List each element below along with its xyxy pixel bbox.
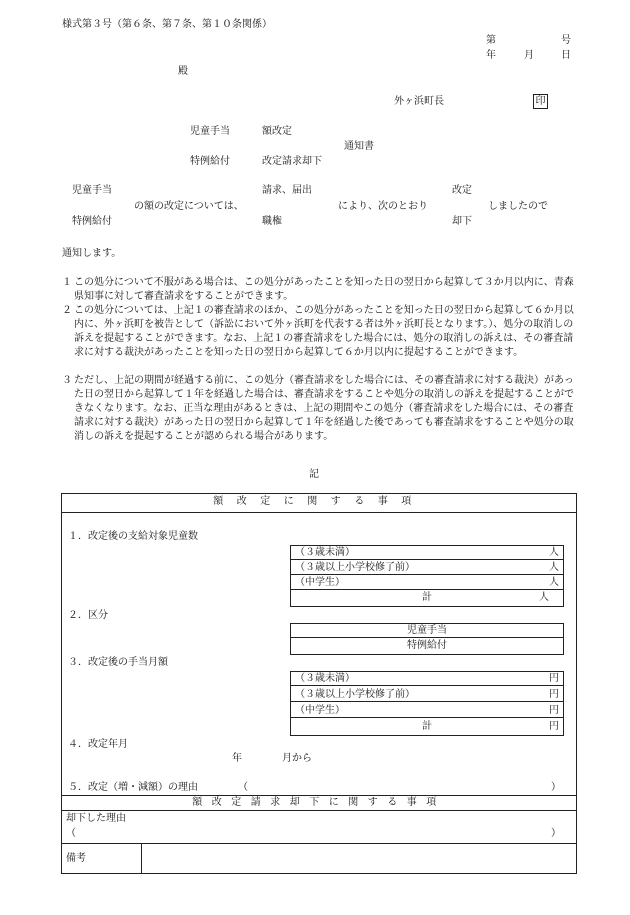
title-notice: 通知書 [344, 141, 374, 152]
rejection-reason-label: 却下した理由 [66, 813, 126, 824]
item-monthly-amount-label: ３．改定後の手当月額 [68, 657, 168, 668]
row-label: （中学生） [295, 705, 345, 716]
note-1 [62, 276, 576, 304]
title-option-special-benefit: 特例給付 [190, 156, 230, 167]
body-option-reject: 却下 [452, 216, 472, 227]
body-text-3: しましたので [488, 201, 548, 212]
rejection-close-paren: ） [551, 828, 561, 839]
row-unit: 人 [549, 547, 559, 558]
body-text-2: により、次のとおり [338, 201, 428, 212]
row-unit: 人 [549, 562, 559, 573]
category-row [291, 624, 563, 638]
note-3 [62, 374, 576, 444]
item-children-count-label: １．改定後の支給対象児童数 [68, 531, 198, 542]
item-revision-reason-label: ５．改定（増・減額）の理由 [68, 782, 198, 793]
row-label: 特例給付 [407, 640, 447, 651]
date-month: 月 [524, 50, 534, 61]
body-option-special-benefit: 特例給付 [72, 216, 112, 227]
appeal-notes [62, 276, 576, 444]
title-option-rejection: 改定請求却下 [262, 156, 322, 167]
note-text: この処分については、上記１の審査請求のほか、この処分があったことを知った日の翌日から起算して６か月以内に、外ヶ浜町を被告として（訴訟において外ヶ浜町を代表する者は外ヶ浜町長となります。）、処分の取消しの訴えを提起することができます。なお、上記１の審査請求をした場合には、処分の取消しの訴えは、その審査請求に対する裁決があったことを知った日の翌日から起算して６か月以内に提起することができます。 [74, 305, 574, 358]
category-box [290, 623, 564, 655]
row-label: （中学生） [295, 577, 345, 588]
body-option-authority: 職権 [262, 216, 282, 227]
body-text-1: の額の改定については、 [134, 201, 244, 212]
addressee-suffix: 殿 [178, 66, 188, 77]
item-category-label: ２．区分 [68, 610, 108, 621]
issuer-name: 外ヶ浜町長 [394, 96, 444, 107]
title-option-revision: 額改定 [262, 126, 292, 137]
row-label: 計 [422, 721, 432, 732]
date-day: 日 [561, 50, 571, 61]
row-unit: 円 [549, 689, 559, 700]
date-year: 年 [486, 50, 496, 61]
seal-mark: 印 [533, 94, 548, 109]
row-label: 児童手当 [407, 625, 447, 636]
body-option-revise: 改定 [452, 185, 472, 196]
row-unit: 人 [549, 577, 559, 588]
amount-row [291, 704, 563, 718]
row-label: 計 [422, 592, 432, 603]
form-number: 様式第３号（第６条、第７条、第１０条関係） [62, 19, 272, 30]
note-number: １ [62, 277, 72, 288]
note-2 [62, 304, 576, 374]
body-text-4: 通知します。 [62, 248, 122, 259]
children-row [291, 576, 563, 590]
children-count-box [290, 545, 564, 607]
reason-close-paren: ） [551, 782, 561, 793]
section-header-rejection: 額改定請求却下に関する事項 [192, 797, 446, 808]
amount-row [291, 672, 563, 686]
body-option-request: 請求、届出 [262, 185, 312, 196]
section-header-revision: 額改定に関する事項 [213, 496, 425, 507]
row-label: （３歳未満） [295, 673, 355, 684]
note-number: ３ [62, 375, 72, 386]
amount-row [291, 688, 563, 702]
revision-year-unit: 年 [232, 753, 242, 764]
revision-month-unit: 月から [282, 753, 312, 764]
rejection-open-paren: （ [66, 828, 76, 839]
children-total-row [291, 591, 563, 604]
children-row [291, 546, 563, 560]
row-label: （３歳以上小学校修了前） [295, 689, 415, 700]
title-option-child-allowance: 児童手当 [190, 126, 230, 137]
row-label: （３歳未満） [295, 547, 355, 558]
row-unit: 円 [549, 673, 559, 684]
remarks-label: 備考 [66, 853, 86, 864]
row-unit: 人 [539, 592, 549, 603]
reason-open-paren: （ [238, 782, 248, 793]
category-row [291, 639, 563, 652]
item-revision-date-label: ４．改定年月 [68, 739, 128, 750]
note-text: この処分について不服がある場合は、この処分があったことを知った日の翌日から起算して３か月以内に、青森県知事に対して審査請求をすることができます。 [74, 277, 574, 302]
row-label: （３歳以上小学校修了前） [295, 562, 415, 573]
note-number: ２ [62, 305, 72, 316]
body-option-child-allowance: 児童手当 [72, 185, 112, 196]
row-unit: 円 [549, 705, 559, 716]
children-row [291, 561, 563, 575]
doc-number-suffix: 号 [561, 35, 571, 46]
doc-number-prefix: 第 [486, 35, 496, 46]
monthly-amount-box [290, 671, 564, 736]
note-text: ただし、上記の期間が経過する前に、この処分（審査請求をした場合には、その審査請求に対する裁決）があった日の翌日から起算して１年を経過した場合は、審査請求をすることや処分の取消しの訴えを提起することができなくなります。なお、正当な理由があるときは、上記の期間やこの処分（審査請求をした場合には、その審査請求に対する裁決）があった日の翌日から起算して１年を経過した後であっても審査請求をすることや処分の取消しの訴えを提起することが認められる場合があります。 [74, 375, 574, 442]
ki-heading: 記 [309, 469, 319, 480]
row-unit: 円 [549, 721, 559, 732]
amount-total-row [291, 720, 563, 733]
